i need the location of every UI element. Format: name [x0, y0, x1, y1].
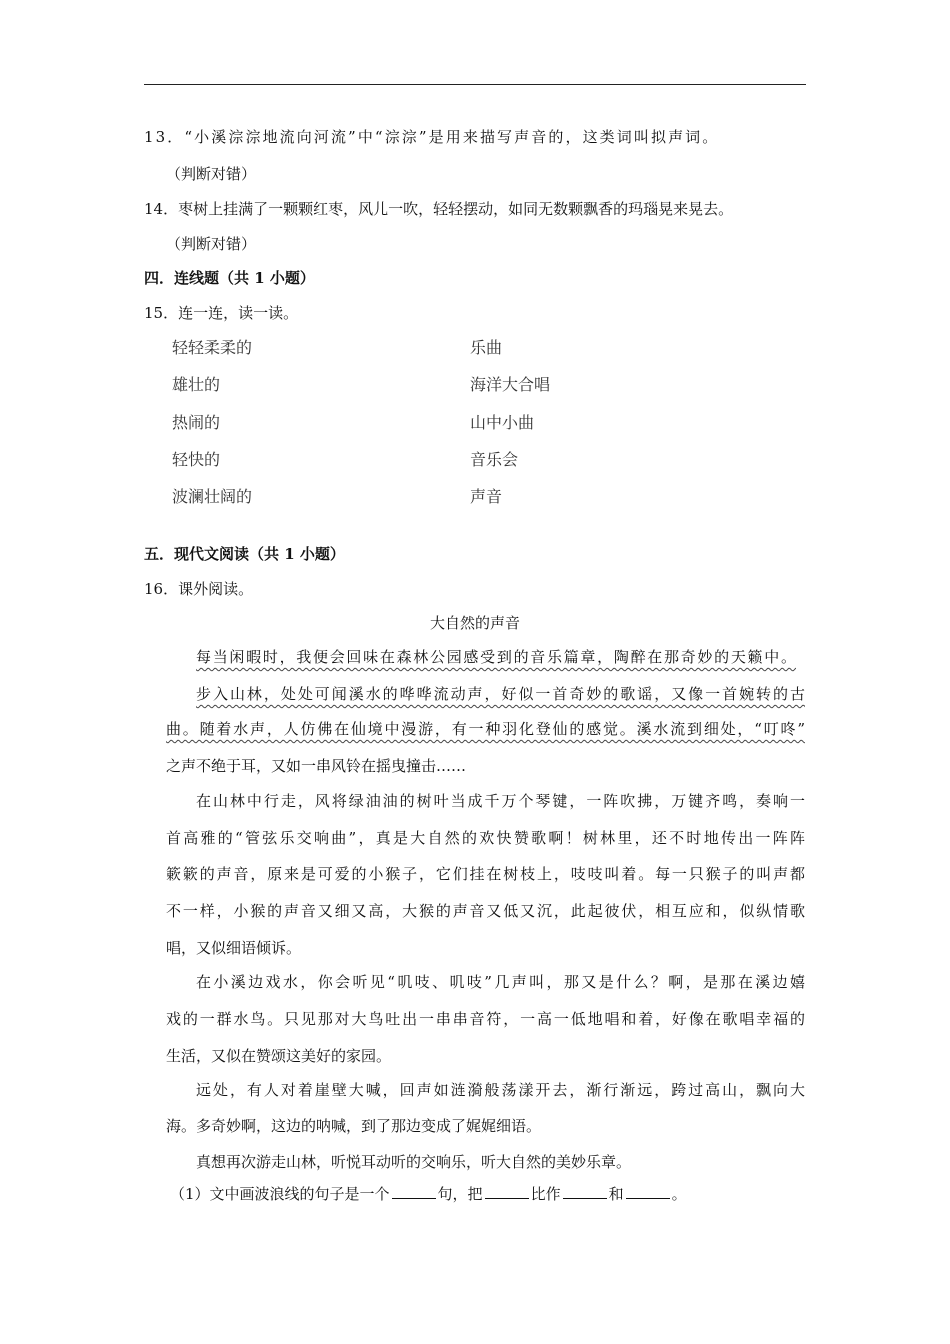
question-15-prompt: 15．连一连，读一读。	[144, 304, 299, 322]
match-right-item: 海洋大合唱	[470, 375, 551, 394]
question-16-prompt: 16．课外阅读。	[144, 580, 254, 598]
section-5-heading: 五．现代文阅读（共 1 小题）	[144, 545, 345, 563]
passage-line: 生活，又似在赞颂这美好的家园。	[166, 1047, 392, 1065]
passage-line: 簌簌的声音，原来是可爱的小猴子，它们挂在树枝上，吱吱叫着。每一只猴子的叫声都	[166, 865, 805, 883]
match-right-item: 乐曲	[470, 338, 503, 357]
sub-question-text: 和	[608, 1185, 624, 1203]
passage-line: 真想再次游走山林，听悦耳动听的交响乐，听大自然的美妙乐章。	[196, 1153, 632, 1171]
answer-blank[interactable]	[563, 1184, 607, 1199]
passage-line: 海。多奇妙啊，这边的呐喊，到了那边变成了娓娓细语。	[166, 1117, 542, 1135]
sub-question-1	[170, 1183, 687, 1205]
passage-line	[196, 683, 805, 705]
sub-question-text: （1）文中画波浪线的句子是一个	[170, 1185, 390, 1203]
passage-title: 大自然的声音	[429, 614, 520, 632]
passage-line: 唱，又似细语倾诉。	[166, 939, 302, 957]
sub-question-text: 句，把	[437, 1185, 483, 1203]
wavy-sentence: 曲。随着水声，人仿佛在仙境中漫游，有一种羽化登仙的感觉。溪水流到细处，“叮咚”	[166, 720, 805, 738]
passage-line: 远处，有人对着崖壁大喊，回声如涟漪般荡漾开去，渐行渐远，跨过高山，飘向大	[196, 1081, 805, 1099]
passage-line	[196, 646, 796, 668]
answer-blank[interactable]	[392, 1184, 436, 1199]
match-left-item: 热闹的	[172, 413, 221, 432]
match-left-item: 雄壮的	[172, 375, 221, 394]
passage-line: 之声不绝于耳，又如一串风铃在摇曳撞击……	[166, 757, 467, 775]
answer-blank[interactable]	[626, 1184, 670, 1199]
question-14-judge: （判断对错）	[166, 235, 257, 253]
section-4-heading: 四．连线题（共 1 小题）	[144, 269, 315, 287]
sub-question-text: 。	[671, 1185, 687, 1203]
passage-line: 在小溪边戏水，你会听见“叽吱、叽吱”几声叫，那又是什么？啊，是那在溪边嬉	[196, 973, 805, 991]
wavy-sentence: 步入山林，处处可闻溪水的哗哗流动声，好似一首奇妙的歌谣，又像一首婉转的古	[196, 685, 805, 703]
passage-line: 在山林中行走，风将绿油油的树叶当成千万个琴键，一阵吹拂，万键齐鸣，奏响一	[196, 792, 805, 810]
match-right-item: 音乐会	[470, 450, 519, 469]
match-left-item: 波澜壮阔的	[172, 487, 253, 506]
wavy-sentence: 每当闲暇时，我便会回味在森林公园感受到的音乐篇章，陶醉在那奇妙的天籁中。	[196, 648, 796, 666]
match-right-item: 声音	[470, 487, 503, 506]
match-left-item: 轻快的	[172, 450, 221, 469]
passage-line: 不一样，小猴的声音又细又高，大猴的声音又低又沉，此起彼伏，相互应和，似纵情歌	[166, 902, 805, 920]
match-left-item: 轻轻柔柔的	[172, 338, 253, 357]
passage-line: 首高雅的“管弦乐交响曲”，真是大自然的欢快赞歌啊！树林里，还不时地传出一阵阵	[166, 829, 805, 847]
header-rule	[144, 84, 806, 85]
sub-question-text: 比作	[530, 1185, 561, 1203]
question-13-text: 13．“小溪淙淙地流向河流”中“淙淙”是用来描写声音的，这类词叫拟声词。	[144, 128, 720, 146]
question-13-judge: （判断对错）	[166, 165, 257, 183]
passage-line: 戏的一群水鸟。只见那对大鸟吐出一串串音符，一高一低地唱和着，好像在歌唱幸福的	[166, 1010, 805, 1028]
question-14-text: 14．枣树上挂满了一颗颗红枣，风儿一吹，轻轻摆动，如同无数颗飘香的玛瑙晃来晃去。	[144, 200, 734, 218]
answer-blank[interactable]	[485, 1184, 529, 1199]
match-right-item: 山中小曲	[470, 413, 535, 432]
passage-line	[166, 718, 805, 740]
